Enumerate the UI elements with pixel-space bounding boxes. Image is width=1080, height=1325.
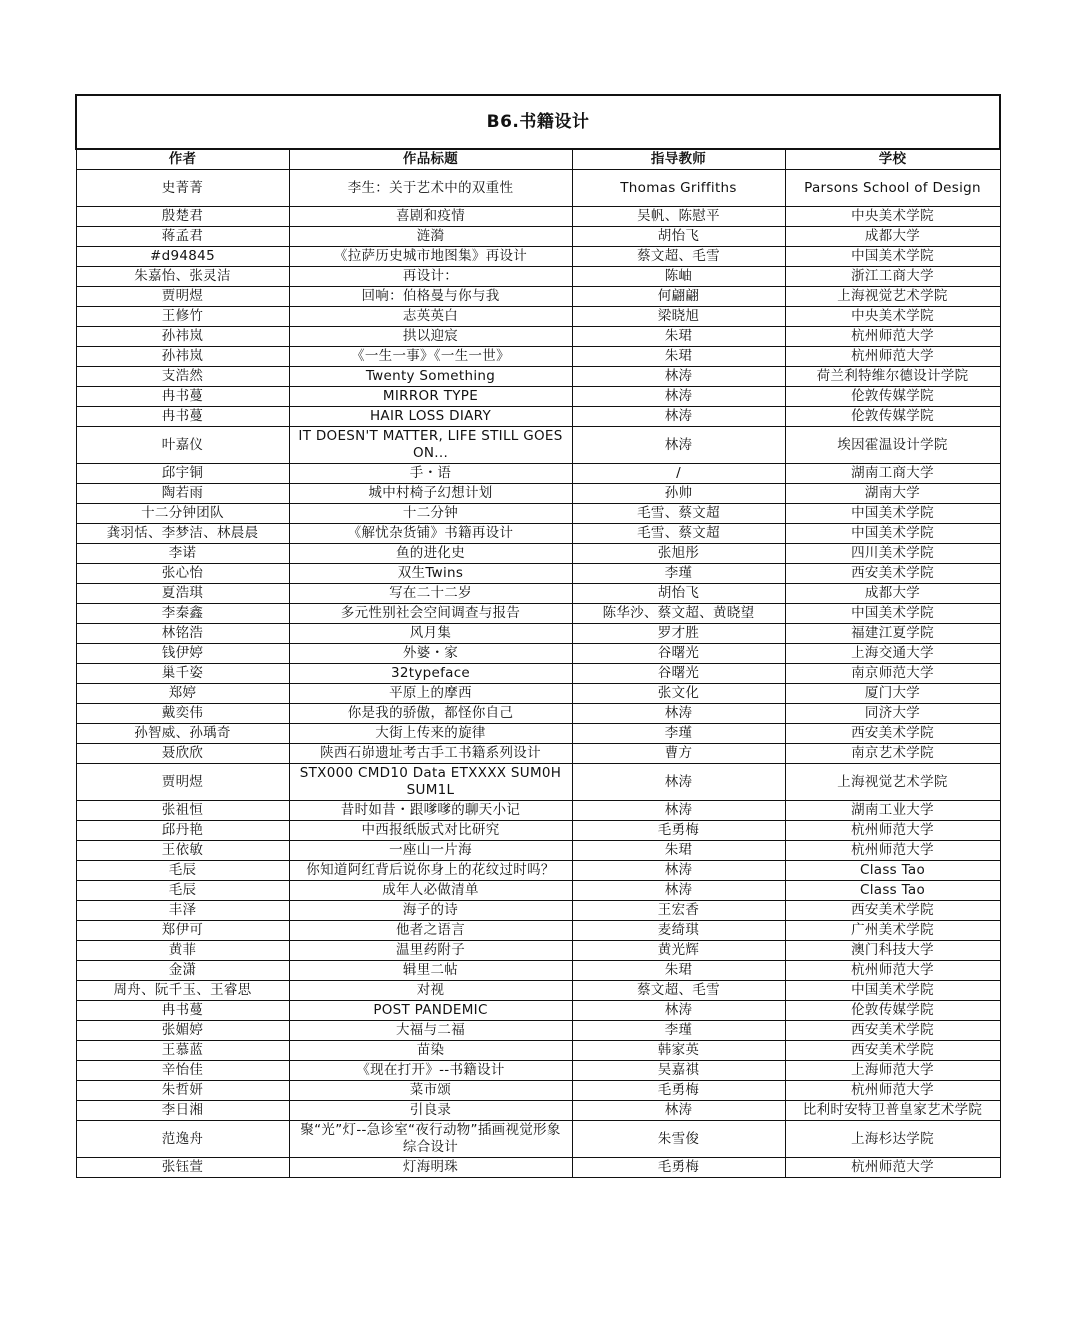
table-row	[76, 267, 1000, 287]
cell-teacher: 林涛	[572, 704, 785, 724]
cell-school: 西安美术学院	[785, 1041, 1000, 1061]
cell-author: 戴奕伟	[76, 704, 289, 724]
cell-author: 郑伊可	[76, 921, 289, 941]
cell-author: 郑婷	[76, 684, 289, 704]
cell-teacher: 李瑾	[572, 564, 785, 584]
cell-school: 西安美术学院	[785, 901, 1000, 921]
cell-author: 李秦鑫	[76, 604, 289, 624]
column-header-author: 作者	[76, 149, 289, 170]
cell-title: 苗染	[289, 1041, 572, 1061]
cell-teacher: 李瑾	[572, 1021, 785, 1041]
cell-school: 西安美术学院	[785, 1021, 1000, 1041]
cell-teacher: 朱珺	[572, 327, 785, 347]
table-row	[76, 624, 1000, 644]
cell-teacher: 谷曙光	[572, 664, 785, 684]
cell-school: Class Tao	[785, 861, 1000, 881]
cell-teacher: 胡怡飞	[572, 227, 785, 247]
cell-author: 李日湘	[76, 1101, 289, 1121]
cell-teacher: 胡怡飞	[572, 584, 785, 604]
cell-title: 回响：伯格曼与你与我	[289, 287, 572, 307]
cell-school: 湖南工业大学	[785, 801, 1000, 821]
cell-teacher: 林涛	[572, 801, 785, 821]
cell-teacher: 陈华沙、蔡文超、黄晓望	[572, 604, 785, 624]
cell-teacher: 毛雪、蔡文超	[572, 524, 785, 544]
cell-author: 黄菲	[76, 941, 289, 961]
cell-title: POST PANDEMIC	[289, 1001, 572, 1021]
cell-school: 上海视觉艺术学院	[785, 764, 1000, 801]
cell-school: 杭州师范大学	[785, 327, 1000, 347]
cell-school: 成都大学	[785, 584, 1000, 604]
table-row	[76, 684, 1000, 704]
cell-author: 辛怡佳	[76, 1061, 289, 1081]
cell-teacher: 梁晓旭	[572, 307, 785, 327]
cell-author: 陶若雨	[76, 484, 289, 504]
table-row	[76, 1041, 1000, 1061]
cell-teacher: 王宏香	[572, 901, 785, 921]
cell-author: 金潇	[76, 961, 289, 981]
cell-author: 史菁菁	[76, 170, 289, 207]
awards-table	[75, 94, 1001, 1178]
cell-author: 朱哲妍	[76, 1081, 289, 1101]
cell-title: 涟漪	[289, 227, 572, 247]
table-row	[76, 901, 1000, 921]
table-row	[76, 227, 1000, 247]
cell-author: 夏浩琪	[76, 584, 289, 604]
cell-author: 冉书蔓	[76, 387, 289, 407]
cell-title: 他者之语言	[289, 921, 572, 941]
table-row	[76, 170, 1000, 207]
cell-teacher: 黄光辉	[572, 941, 785, 961]
table-row	[76, 941, 1000, 961]
table-row	[76, 347, 1000, 367]
cell-author: 周舟、阮千玉、王睿思	[76, 981, 289, 1001]
table-row	[76, 544, 1000, 564]
cell-author: 贾明煜	[76, 764, 289, 801]
cell-teacher: 蔡文超、毛雪	[572, 247, 785, 267]
table-row	[76, 921, 1000, 941]
table-row	[76, 1081, 1000, 1101]
table-row	[76, 564, 1000, 584]
table-row	[76, 801, 1000, 821]
cell-title: 《现在打开》--书籍设计	[289, 1061, 572, 1081]
table-row	[76, 367, 1000, 387]
cell-teacher: 林涛	[572, 1101, 785, 1121]
cell-title: 聚“光”灯--急诊室“夜行动物”插画视觉形象综合设计	[289, 1121, 572, 1158]
cell-author: 冉书蔓	[76, 407, 289, 427]
cell-author: 张祖恒	[76, 801, 289, 821]
table-body	[76, 170, 1000, 1178]
cell-author: 丰泽	[76, 901, 289, 921]
table-row	[76, 961, 1000, 981]
cell-title: Twenty Something	[289, 367, 572, 387]
cell-teacher: 林涛	[572, 407, 785, 427]
table-row	[76, 644, 1000, 664]
cell-teacher: 林涛	[572, 427, 785, 464]
table-row	[76, 1121, 1000, 1158]
cell-school: 中国美术学院	[785, 504, 1000, 524]
cell-title: 菜市颂	[289, 1081, 572, 1101]
table-row	[76, 524, 1000, 544]
cell-author: 王慕蓝	[76, 1041, 289, 1061]
table-row	[76, 764, 1000, 801]
cell-teacher: 孙帅	[572, 484, 785, 504]
table-row	[76, 744, 1000, 764]
cell-school: 四川美术学院	[785, 544, 1000, 564]
cell-school: 中国美术学院	[785, 604, 1000, 624]
cell-teacher: 曹方	[572, 744, 785, 764]
cell-school: 湖南大学	[785, 484, 1000, 504]
table-row	[76, 1158, 1000, 1178]
cell-author: 殷楚君	[76, 207, 289, 227]
cell-title: 一座山一片海	[289, 841, 572, 861]
cell-title: 《解忧杂货铺》书籍再设计	[289, 524, 572, 544]
cell-author: 聂欣欣	[76, 744, 289, 764]
cell-school: 中国美术学院	[785, 524, 1000, 544]
cell-author: 巢千姿	[76, 664, 289, 684]
cell-school: 浙江工商大学	[785, 267, 1000, 287]
cell-teacher: 朱珺	[572, 347, 785, 367]
cell-teacher: 林涛	[572, 764, 785, 801]
cell-title: 多元性别社会空间调查与报告	[289, 604, 572, 624]
cell-author: 贾明煜	[76, 287, 289, 307]
cell-title: 大街上传来的旋律	[289, 724, 572, 744]
cell-title: 32typeface	[289, 664, 572, 684]
cell-author: 叶嘉仪	[76, 427, 289, 464]
cell-title: 写在二十二岁	[289, 584, 572, 604]
cell-title: 鱼的进化史	[289, 544, 572, 564]
title-row	[76, 95, 1000, 149]
cell-author: 林铭浩	[76, 624, 289, 644]
table-row	[76, 1101, 1000, 1121]
cell-title: 拱以迎宸	[289, 327, 572, 347]
header-row	[76, 149, 1000, 170]
table-row	[76, 861, 1000, 881]
table-row	[76, 407, 1000, 427]
cell-teacher: 蔡文超、毛雪	[572, 981, 785, 1001]
table-row	[76, 604, 1000, 624]
cell-school: 成都大学	[785, 227, 1000, 247]
cell-author: 蒋孟君	[76, 227, 289, 247]
cell-teacher: 罗才胜	[572, 624, 785, 644]
cell-school: 杭州师范大学	[785, 841, 1000, 861]
cell-title: 中西报纸版式对比研究	[289, 821, 572, 841]
cell-school: 杭州师范大学	[785, 347, 1000, 367]
cell-teacher: Thomas Griffiths	[572, 170, 785, 207]
cell-school: 西安美术学院	[785, 724, 1000, 744]
cell-title: 辑里二帖	[289, 961, 572, 981]
column-header-school: 学校	[785, 149, 1000, 170]
cell-teacher: 朱珺	[572, 841, 785, 861]
table-row	[76, 584, 1000, 604]
cell-title: 《拉萨历史城市地图集》再设计	[289, 247, 572, 267]
cell-title: 十二分钟	[289, 504, 572, 524]
cell-teacher: 朱雪俊	[572, 1121, 785, 1158]
cell-author: 范逸舟	[76, 1121, 289, 1158]
table-row	[76, 247, 1000, 267]
cell-school: 杭州师范大学	[785, 821, 1000, 841]
cell-teacher: 吴嘉祺	[572, 1061, 785, 1081]
cell-author: 张心怡	[76, 564, 289, 584]
cell-school: 中央美术学院	[785, 207, 1000, 227]
cell-school: 湖南工商大学	[785, 464, 1000, 484]
cell-teacher: 朱珺	[572, 961, 785, 981]
table-row	[76, 724, 1000, 744]
cell-teacher: /	[572, 464, 785, 484]
cell-title: 成年人必做清单	[289, 881, 572, 901]
cell-author: 十二分钟团队	[76, 504, 289, 524]
cell-teacher: 吴帆、陈慰平	[572, 207, 785, 227]
cell-school: 中国美术学院	[785, 981, 1000, 1001]
cell-author: 孙祎岚	[76, 347, 289, 367]
cell-title: 灯海明珠	[289, 1158, 572, 1178]
cell-title: 志英英白	[289, 307, 572, 327]
cell-title: 温里药附子	[289, 941, 572, 961]
table-row	[76, 207, 1000, 227]
cell-teacher: 林涛	[572, 881, 785, 901]
table-row	[76, 841, 1000, 861]
cell-title: 你是我的骄傲，都怪你自己	[289, 704, 572, 724]
cell-teacher: 林涛	[572, 1001, 785, 1021]
cell-school: 上海交通大学	[785, 644, 1000, 664]
table-row	[76, 821, 1000, 841]
cell-school: 比利时安特卫普皇家艺术学院	[785, 1101, 1000, 1121]
cell-author: 钱伊婷	[76, 644, 289, 664]
cell-author: 孙智威、孙瑀奇	[76, 724, 289, 744]
cell-school: 杭州师范大学	[785, 961, 1000, 981]
cell-school: 伦敦传媒学院	[785, 387, 1000, 407]
cell-teacher: 张文化	[572, 684, 785, 704]
cell-title: 陕西石峁遗址考古手工书籍系列设计	[289, 744, 572, 764]
cell-school: Parsons School of Design	[785, 170, 1000, 207]
cell-title: 对视	[289, 981, 572, 1001]
cell-author: 邱宇铜	[76, 464, 289, 484]
cell-title: 喜剧和疫情	[289, 207, 572, 227]
cell-school: 荷兰利特维尔德设计学院	[785, 367, 1000, 387]
table-row	[76, 387, 1000, 407]
cell-title: 你知道阿红背后说你身上的花纹过时吗？	[289, 861, 572, 881]
column-header-teacher: 指导教师	[572, 149, 785, 170]
cell-school: 上海杉达学院	[785, 1121, 1000, 1158]
table-row	[76, 287, 1000, 307]
cell-author: 龚羽恬、李梦洁、林晨晨	[76, 524, 289, 544]
cell-title: 再设计：	[289, 267, 572, 287]
table-row	[76, 664, 1000, 684]
cell-title: STX000 CMD10 Data ETXXXX SUM0H SUM1L	[289, 764, 572, 801]
table-row	[76, 427, 1000, 464]
cell-school: 上海视觉艺术学院	[785, 287, 1000, 307]
cell-school: 杭州师范大学	[785, 1158, 1000, 1178]
cell-title: 外婆・家	[289, 644, 572, 664]
table-row	[76, 1061, 1000, 1081]
cell-teacher: 李瑾	[572, 724, 785, 744]
cell-title: 手・语	[289, 464, 572, 484]
cell-school: 中央美术学院	[785, 307, 1000, 327]
cell-teacher: 谷曙光	[572, 644, 785, 664]
cell-title: 引良录	[289, 1101, 572, 1121]
cell-author: #d94845	[76, 247, 289, 267]
cell-teacher: 毛勇梅	[572, 821, 785, 841]
cell-title: 昔时如昔・跟嗲嗲的聊天小记	[289, 801, 572, 821]
cell-teacher: 毛雪、蔡文超	[572, 504, 785, 524]
cell-title: 平原上的摩西	[289, 684, 572, 704]
cell-school: 西安美术学院	[785, 564, 1000, 584]
cell-teacher: 毛勇梅	[572, 1081, 785, 1101]
table-row	[76, 981, 1000, 1001]
cell-teacher: 陈岫	[572, 267, 785, 287]
cell-teacher: 何翩翩	[572, 287, 785, 307]
cell-title: 李生：关于艺术中的双重性	[289, 170, 572, 207]
cell-title: HAIR LOSS DIARY	[289, 407, 572, 427]
cell-author: 王依敏	[76, 841, 289, 861]
cell-title: 城中村椅子幻想计划	[289, 484, 572, 504]
cell-author: 冉书蔓	[76, 1001, 289, 1021]
cell-author: 孙祎岚	[76, 327, 289, 347]
cell-school: 伦敦传媒学院	[785, 407, 1000, 427]
cell-author: 李诺	[76, 544, 289, 564]
cell-school: 中国美术学院	[785, 247, 1000, 267]
table-row	[76, 504, 1000, 524]
cell-teacher: 张旭彤	[572, 544, 785, 564]
cell-school: 伦敦传媒学院	[785, 1001, 1000, 1021]
cell-school: 厦门大学	[785, 684, 1000, 704]
cell-teacher: 毛勇梅	[572, 1158, 785, 1178]
table-row	[76, 464, 1000, 484]
cell-school: 埃因霍温设计学院	[785, 427, 1000, 464]
cell-school: 广州美术学院	[785, 921, 1000, 941]
table-row	[76, 307, 1000, 327]
cell-author: 王修竹	[76, 307, 289, 327]
table-row	[76, 881, 1000, 901]
table-row	[76, 1021, 1000, 1041]
cell-teacher: 麦绮琪	[572, 921, 785, 941]
cell-title: 海子的诗	[289, 901, 572, 921]
cell-title: IT DOESN'T MATTER, LIFE STILL GOES ON...	[289, 427, 572, 464]
table-row	[76, 704, 1000, 724]
cell-author: 张钰萱	[76, 1158, 289, 1178]
cell-title: 《一生一事》《一生一世》	[289, 347, 572, 367]
column-header-title: 作品标题	[289, 149, 572, 170]
cell-title: 大福与二福	[289, 1021, 572, 1041]
cell-author: 毛辰	[76, 861, 289, 881]
cell-author: 毛辰	[76, 881, 289, 901]
cell-school: 澳门科技大学	[785, 941, 1000, 961]
cell-author: 张媚婷	[76, 1021, 289, 1041]
cell-school: 南京师范大学	[785, 664, 1000, 684]
cell-author: 邱丹艳	[76, 821, 289, 841]
cell-school: 杭州师范大学	[785, 1081, 1000, 1101]
cell-school: 南京艺术学院	[785, 744, 1000, 764]
table-title: B6.书籍设计	[76, 95, 1000, 149]
cell-teacher: 林涛	[572, 367, 785, 387]
cell-title: 风月集	[289, 624, 572, 644]
table-row	[76, 484, 1000, 504]
cell-teacher: 林涛	[572, 861, 785, 881]
cell-school: 上海师范大学	[785, 1061, 1000, 1081]
cell-school: 同济大学	[785, 704, 1000, 724]
cell-title: MIRROR TYPE	[289, 387, 572, 407]
cell-author: 支浩然	[76, 367, 289, 387]
cell-teacher: 林涛	[572, 387, 785, 407]
cell-school: Class Tao	[785, 881, 1000, 901]
table-row	[76, 327, 1000, 347]
table-row	[76, 1001, 1000, 1021]
cell-title: 双生Twins	[289, 564, 572, 584]
cell-school: 福建江夏学院	[785, 624, 1000, 644]
cell-author: 朱嘉怡、张灵洁	[76, 267, 289, 287]
cell-teacher: 韩家英	[572, 1041, 785, 1061]
